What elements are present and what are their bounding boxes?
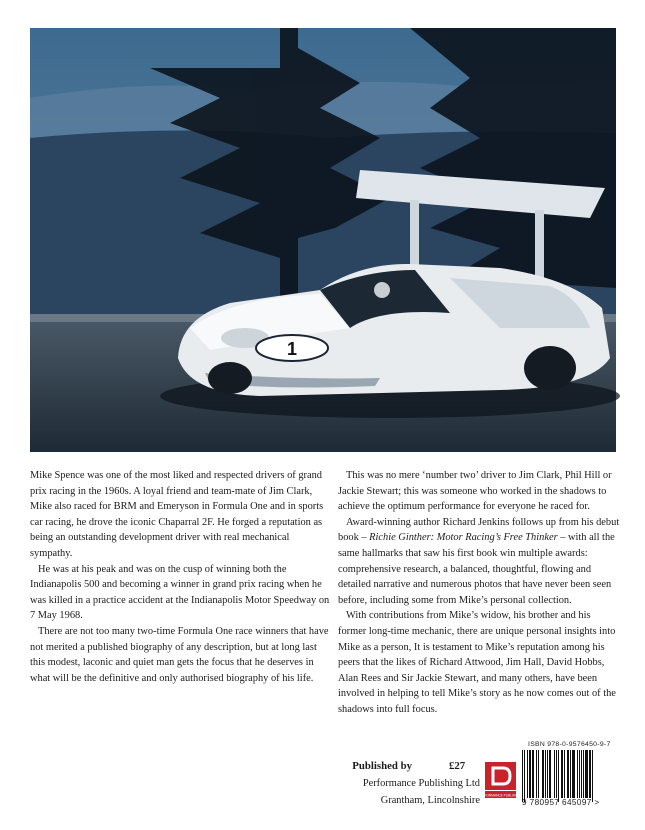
left-paragraph-3: There are not too many two-time Formula One race winners that have not merited a published biography of any description, but at long last this modest, laconic and quiet man gets the focus that he deserves in what will be the definitive and only authorised biography of his life. bbox=[30, 625, 329, 684]
race-car-photo bbox=[30, 28, 616, 452]
isbn-label: ISBN 978-0-9576450-9-7 bbox=[528, 741, 611, 748]
barcode-bars bbox=[522, 750, 614, 798]
left-paragraph-2: He was at his peak and was on the cusp of winning both the Indianapolis 500 and becoming a winner in grand prix racing when he was killed in a practice accident at the Indianapolis Motor Speedway on 7 May 1968. bbox=[30, 563, 330, 622]
published-by-label: Published by bbox=[352, 760, 412, 772]
left-paragraph-1: Mike Spence was one of the most liked and respected drivers of grand prix racing in the 1960s. A loyal friend and team-mate of Jim Clark, Mike also raced for BRM and Emeryson in Formula One and in sports car racing, he drove the iconic Chaparral 2F. He forged a reputation as being an outstanding development driver with real mechanical sympathy. bbox=[30, 470, 324, 559]
right-paragraph-2 bbox=[338, 515, 620, 609]
car-number: 1 bbox=[286, 339, 298, 359]
publisher-logo bbox=[478, 762, 523, 798]
barcode bbox=[522, 750, 614, 810]
publisher-logo-text: PERFORMANCE PUBLISHING bbox=[478, 793, 523, 798]
book-title: Richie Ginther: Motor Racing’s Free Thinker bbox=[369, 532, 558, 544]
barcode-digits: 9 780957 645097 > bbox=[522, 798, 600, 807]
right-paragraph-3: With contributions from Mike’s widow, his brother and his former long-time mechanic, there are unique personal insights into Mike as a person, It is testament to Mike’s reputation among his peers that the likes of Richard Attwood, Jim Hall, David Hobbs, Alan Rees and Sir Jackie Stewart, and many others, have been involved in helping to tell Mike’s story as he now comes out of the shadows into full focus. bbox=[338, 610, 616, 715]
publisher-logo-icon bbox=[478, 762, 523, 798]
publisher-name: Performance Publishing Ltd bbox=[362, 778, 480, 789]
publisher-location: Grantham, Lincolnshire bbox=[380, 795, 480, 806]
right-paragraph-2-end: – with all the same hallmarks that saw his first book win multiple awards: comprehensive research, a balanced, thoughtful, flowing and detailed narrative and numerous photos that have never been seen before, including some from Mike’s personal collection. bbox=[338, 532, 615, 606]
price: £27 bbox=[449, 760, 466, 772]
right-column bbox=[338, 468, 620, 718]
right-paragraph-1: This was no mere ‘number two’ driver to Jim Clark, Phil Hill or Jackie Stewart; this was someone who worked in the shadows to achieve the optimum performance for everyone he raced for. bbox=[338, 470, 612, 513]
cover-photo bbox=[30, 28, 616, 452]
left-column bbox=[30, 468, 330, 686]
right-paragraph-2-start: Award-winning author Richard Jenkins follows up from his debut book – bbox=[338, 516, 620, 544]
